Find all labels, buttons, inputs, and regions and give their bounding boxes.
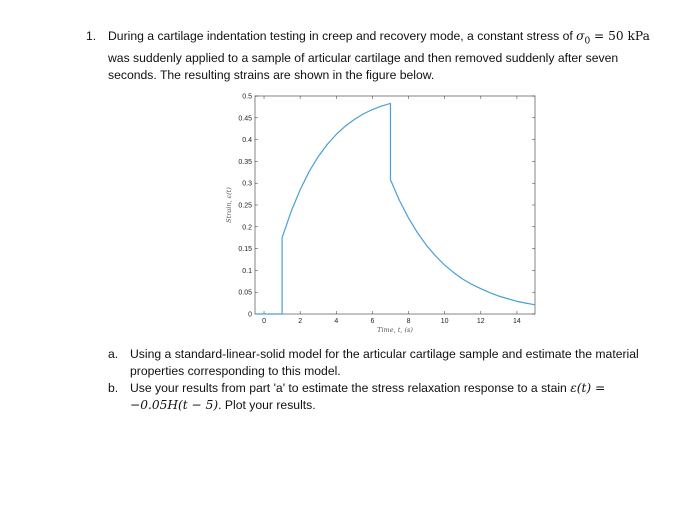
y-tick-label: 0 — [248, 311, 252, 319]
strain-time-chart — [220, 88, 550, 334]
question-text-prefix: During a cartilage indentation testing in creep and recovery mode, a constant stress of — [108, 29, 577, 43]
part-b-text-prefix: Use your results from part 'a' to estimate the stress relaxation response to a stain — [130, 381, 571, 395]
y-tick-label: 0.45 — [238, 115, 252, 123]
question-text-suffix: was suddenly applied to a sample of articular cartilage and then removed suddenly after seven seconds. The resulting strains are shown in the figure below. — [108, 51, 619, 83]
y-tick-label: 0.5 — [242, 93, 252, 101]
y-tick-label: 0.4 — [242, 137, 252, 145]
part-b-math: ε(t) = −0.05H(t − 5) — [130, 381, 606, 412]
x-tick-label: 12 — [476, 318, 485, 325]
question-number: 1. — [86, 29, 97, 43]
y-tick-label: 0.3 — [242, 180, 252, 188]
y-tick-label: 0.05 — [238, 289, 252, 297]
y-tick-label: 0.1 — [242, 267, 252, 275]
part-a-text: Using a standard-linear-solid model for the articular cartilage sample and estimate the material properties corresponding to this model. — [130, 347, 639, 378]
chart-frame — [255, 96, 535, 314]
part-b-text — [130, 380, 660, 414]
plot-area-border — [255, 96, 535, 314]
sigma-subscript: 0 — [584, 36, 591, 47]
part-a-label: a. — [108, 347, 119, 361]
x-tick-label: 8 — [406, 318, 411, 325]
question-text — [108, 28, 653, 84]
part-b — [108, 380, 668, 420]
x-axis-label: Time, t, (s) — [377, 326, 413, 334]
chart-series — [255, 103, 535, 314]
x-tick-label: 0 — [262, 318, 266, 325]
strain-curve — [255, 103, 535, 314]
x-tick-label: 4 — [334, 318, 339, 325]
y-tick-label: 0.2 — [242, 224, 252, 232]
y-axis-label: Strain, ε(t) — [225, 187, 233, 223]
sigma-symbol: σ — [576, 29, 585, 43]
x-tick-label: 10 — [440, 318, 449, 325]
chart-ticks — [238, 94, 521, 326]
y-tick-label: 0.25 — [238, 202, 252, 210]
part-b-label: b. — [108, 381, 119, 395]
part-b-text-suffix: . Plot your results. — [218, 398, 316, 412]
y-tick-label: 0.35 — [238, 158, 252, 166]
x-tick-label: 2 — [298, 318, 303, 325]
x-tick-label: 14 — [513, 318, 521, 325]
y-tick-label: 0.15 — [238, 246, 252, 254]
sigma-value: = 50 kPa — [590, 29, 650, 43]
x-tick-label: 6 — [370, 318, 375, 325]
